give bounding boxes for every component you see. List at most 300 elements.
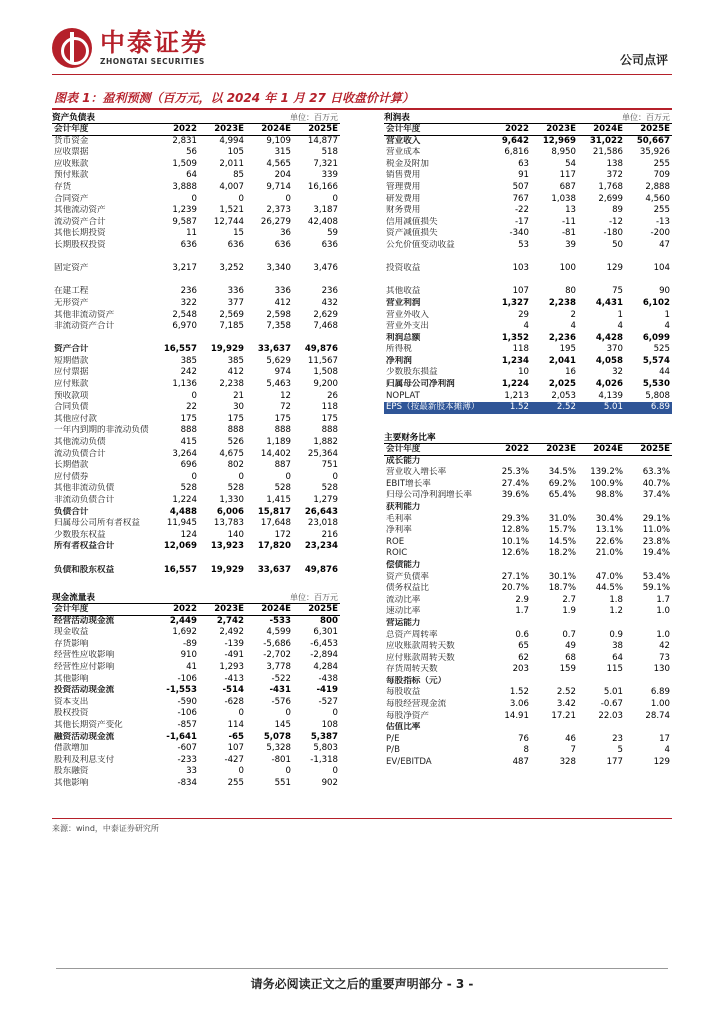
- cell-value: 6,970: [172, 321, 197, 332]
- cell-value: 255: [653, 158, 670, 169]
- cell-value: 14,402: [260, 448, 291, 459]
- row-label: 应收账款: [54, 158, 89, 169]
- row-label: 估值比率: [386, 722, 421, 733]
- row-label: 应付票据: [54, 367, 89, 378]
- column-header: 2024E: [261, 124, 291, 134]
- cell-value: 7,321: [313, 158, 338, 169]
- table-row: [384, 490, 672, 502]
- financial-ratios-table: [384, 432, 672, 769]
- figure-title: 图表 1：盈利预测（百万元，以 2024 年 1 月 27 日收盘价计算）: [52, 90, 672, 110]
- cell-value: 50,667: [636, 135, 670, 146]
- cell-value: 2,238: [219, 379, 244, 390]
- cell-value: -0.67: [600, 699, 623, 710]
- cell-value: -12: [608, 216, 623, 227]
- cell-value: -419: [316, 685, 338, 696]
- cell-value: 974: [274, 367, 291, 378]
- row-label: 其他应付款: [54, 413, 97, 424]
- cell-value: 1,293: [219, 661, 244, 672]
- row-label: 每股指标（元）: [386, 675, 447, 686]
- row-label: 投资收益: [386, 263, 421, 274]
- row-label: 获利能力: [386, 501, 421, 512]
- cell-value: 19.4%: [642, 548, 670, 559]
- cell-value: 0: [191, 390, 197, 401]
- cell-value: 2,629: [313, 309, 338, 320]
- cell-value: -139: [224, 638, 244, 649]
- cell-value: 22.03: [598, 710, 623, 721]
- cell-value: 17: [659, 733, 670, 744]
- cell-value: 3,187: [313, 205, 338, 216]
- cell-value: -2,702: [263, 650, 291, 661]
- cell-value: 0.6: [515, 629, 529, 640]
- cell-value: 4,599: [266, 627, 291, 638]
- cell-value: 328: [559, 757, 576, 768]
- cell-value: 138: [606, 158, 623, 169]
- table-row: [52, 541, 340, 553]
- cell-value: 13,923: [210, 541, 244, 552]
- cell-value: 90: [659, 286, 670, 297]
- row-label: 非流动资产合计: [54, 321, 115, 332]
- column-header-row: [52, 124, 340, 136]
- row-label: 现金收益: [54, 627, 89, 638]
- cell-value: 28.74: [645, 710, 670, 721]
- cell-value: 85: [233, 170, 244, 181]
- cell-value: -233: [177, 754, 197, 765]
- cell-value: 23.8%: [642, 536, 670, 547]
- cell-value: 1.0: [656, 629, 670, 640]
- table-row: [384, 630, 672, 642]
- cell-value: 8,950: [551, 147, 576, 158]
- spacer-row: [52, 333, 340, 345]
- cell-value: 23,018: [307, 518, 338, 529]
- row-label: 资本支出: [54, 696, 89, 707]
- cell-value: 98.8%: [595, 490, 623, 501]
- table-row: [384, 240, 672, 252]
- cell-value: 0: [238, 766, 244, 777]
- table-row: [52, 437, 340, 449]
- cell-value: 528: [227, 483, 244, 494]
- table-row: [52, 344, 340, 356]
- cell-value: 2,548: [172, 309, 197, 320]
- row-label: ROE: [386, 536, 405, 547]
- row-label: P/B: [386, 745, 400, 756]
- table-unit: 单位：百万元: [290, 113, 338, 122]
- table-row: [52, 530, 340, 542]
- cell-value: [625, 456, 672, 468]
- cell-value: 385: [227, 355, 244, 366]
- row-label: 非流动负债合计: [54, 495, 115, 505]
- cell-value: 129: [606, 263, 623, 274]
- table-row: [52, 402, 340, 414]
- cell-value: 1,882: [313, 437, 338, 448]
- cell-value: 12,744: [213, 216, 244, 227]
- row-label: 所得税: [386, 344, 412, 355]
- row-label: 营业利润: [386, 297, 421, 308]
- row-label: 信用减值损失: [386, 216, 438, 227]
- table-row: [52, 708, 340, 720]
- cell-value: 2,742: [216, 615, 244, 626]
- cell-value: 64: [186, 170, 197, 181]
- cell-value: 118: [321, 402, 338, 413]
- cell-value: 0: [238, 193, 244, 204]
- cell-value: 2,373: [266, 205, 291, 216]
- cell-value: 7: [570, 745, 576, 756]
- cell-value: 336: [274, 286, 291, 297]
- row-label: 无形资产: [54, 297, 89, 308]
- row-label: 长期借款: [54, 460, 89, 471]
- cell-value: 1,213: [504, 390, 529, 401]
- row-label: 合同资产: [54, 193, 89, 204]
- cell-value: 42,408: [307, 216, 338, 227]
- cell-value: 62: [518, 652, 529, 663]
- row-label: 其他长期投资: [54, 228, 106, 239]
- cell-value: 140: [227, 529, 244, 540]
- cell-value: 2,699: [598, 193, 623, 204]
- cell-value: 3,476: [313, 263, 338, 274]
- cell-value: 11,567: [307, 355, 338, 366]
- cell-value: 2,888: [645, 181, 670, 192]
- cell-value: 528: [180, 483, 197, 494]
- cell-value: 2,449: [169, 615, 197, 626]
- table-row: [384, 664, 672, 676]
- cell-value: [531, 676, 578, 688]
- cell-value: 1: [617, 309, 623, 320]
- cell-value: -22: [514, 205, 529, 216]
- cell-value: [578, 502, 625, 514]
- cell-value: 1,521: [219, 205, 244, 216]
- column-header: 2023E: [546, 444, 576, 454]
- cell-value: 1,327: [501, 297, 529, 308]
- table-row: [52, 425, 340, 437]
- cell-value: [625, 676, 672, 688]
- table-row: [384, 194, 672, 206]
- cell-value: 23: [612, 733, 623, 744]
- cell-value: 1,330: [219, 495, 244, 505]
- table-header: [384, 432, 672, 444]
- cell-value: 18.2%: [548, 548, 576, 559]
- row-label: 股权投资: [54, 708, 89, 719]
- row-label: 财务费用: [386, 205, 421, 216]
- row-label: 负债合计: [54, 506, 89, 517]
- cell-value: 5.01: [603, 402, 623, 413]
- row-label: 营业外收入: [386, 309, 429, 320]
- cell-value: 888: [227, 425, 244, 436]
- row-label: 成长能力: [386, 455, 421, 466]
- table-row: [384, 757, 672, 769]
- table-row: [384, 205, 672, 217]
- cell-value: 7,468: [313, 321, 338, 332]
- cell-value: 100: [559, 263, 576, 274]
- table-row: [384, 391, 672, 403]
- cell-value: -533: [269, 615, 291, 626]
- spacer-row: [52, 252, 340, 264]
- cell-value: 800: [320, 615, 338, 626]
- row-label: 经营性应付影响: [54, 661, 115, 672]
- table-row: [52, 310, 340, 322]
- cell-value: 751: [321, 460, 338, 471]
- cell-value: 1.7: [515, 606, 529, 617]
- cell-value: 34.5%: [548, 467, 576, 478]
- cell-value: 65: [518, 641, 529, 652]
- cell-value: 910: [180, 650, 197, 661]
- cell-value: 3,888: [172, 181, 197, 192]
- cell-value: 4: [617, 321, 623, 332]
- table-row: [384, 379, 672, 391]
- cell-value: 4: [523, 321, 529, 332]
- row-label: 总资产周转率: [386, 629, 438, 640]
- table-row: [52, 159, 340, 171]
- table-row: [52, 356, 340, 368]
- cell-value: 2.9: [515, 594, 529, 605]
- cell-value: 216: [321, 529, 338, 540]
- cell-value: 13,783: [213, 518, 244, 529]
- cell-value: [484, 502, 531, 514]
- cell-value: 89: [612, 205, 623, 216]
- cell-value: -65: [228, 731, 244, 742]
- cell-value: 13.1%: [595, 525, 623, 536]
- cell-value: 68: [565, 652, 576, 663]
- row-label: 销售费用: [386, 170, 421, 181]
- cell-value: 105: [227, 147, 244, 158]
- cell-value: 0: [332, 766, 338, 777]
- row-label: 预付账款: [54, 170, 89, 181]
- cell-value: 29: [518, 309, 529, 320]
- cell-value: 44.5%: [595, 583, 623, 594]
- cell-value: 1,234: [501, 355, 529, 366]
- cell-value: 16: [565, 367, 576, 378]
- cell-value: 5.01: [603, 687, 623, 698]
- table-row: [384, 344, 672, 356]
- cell-value: 528: [321, 483, 338, 494]
- cell-value: 29.3%: [501, 513, 529, 524]
- table-row: [384, 402, 672, 414]
- source-divider: [52, 818, 672, 819]
- row-label: 应收票据: [54, 147, 89, 158]
- cell-value: 636: [180, 239, 197, 250]
- spacer-row: [384, 275, 672, 287]
- row-label: 归属母公司净利润: [386, 379, 455, 390]
- logo-mark-icon: [52, 28, 92, 68]
- table-row: [384, 560, 672, 572]
- table-title: 利润表: [384, 113, 410, 123]
- cell-value: 4,058: [595, 355, 623, 366]
- table-row: [384, 502, 672, 514]
- cell-value: -628: [224, 696, 244, 707]
- cell-value: 177: [606, 757, 623, 768]
- cell-value: 0: [285, 708, 291, 719]
- table-row: [384, 711, 672, 723]
- cell-value: 103: [512, 263, 529, 274]
- cell-value: 21: [233, 390, 244, 401]
- cell-value: 49,876: [304, 564, 338, 575]
- row-label: 应付账款: [54, 379, 89, 390]
- cell-value: 145: [274, 719, 291, 730]
- cell-value: 16,557: [163, 564, 197, 575]
- cell-value: 14.91: [504, 710, 529, 721]
- cell-value: [531, 502, 578, 514]
- cell-value: 63: [518, 158, 529, 169]
- cell-value: [484, 618, 531, 630]
- cell-value: 15: [233, 228, 244, 239]
- cell-value: [531, 722, 578, 734]
- table-row: [384, 286, 672, 298]
- cell-value: 30.4%: [595, 513, 623, 524]
- row-label: 其他非流动负债: [54, 483, 115, 494]
- row-label: 流动比率: [386, 594, 421, 605]
- row-label: 一年内到期的非流动负债: [54, 425, 149, 436]
- cell-value: 33,637: [257, 564, 291, 575]
- table-row: [52, 518, 340, 530]
- cell-value: 9,714: [266, 181, 291, 192]
- cell-value: 53.4%: [642, 571, 670, 582]
- row-label: 资产负债率: [386, 571, 429, 582]
- table-row: [52, 298, 340, 310]
- cell-value: 203: [512, 664, 529, 675]
- cell-value: 687: [559, 181, 576, 192]
- table-unit: 单位：百万元: [290, 593, 338, 602]
- table-row: [384, 367, 672, 379]
- cell-value: 6,006: [216, 506, 244, 517]
- cell-value: 22: [186, 402, 197, 413]
- cell-value: 1.52: [509, 402, 529, 413]
- cell-value: 487: [512, 757, 529, 768]
- cell-value: 124: [180, 529, 197, 540]
- table-row: [384, 182, 672, 194]
- cell-value: 4,675: [219, 448, 244, 459]
- table-row: [52, 217, 340, 229]
- cell-value: 1,189: [266, 437, 291, 448]
- cell-value: 7,358: [266, 321, 291, 332]
- cell-value: 22.6%: [595, 536, 623, 547]
- cell-value: 35,926: [639, 147, 670, 158]
- cell-value: [578, 618, 625, 630]
- cell-value: 385: [180, 355, 197, 366]
- table-row: [384, 217, 672, 229]
- row-label: 应收账款周转天数: [386, 641, 455, 652]
- cell-value: [531, 560, 578, 572]
- table-row: [384, 514, 672, 526]
- cell-value: -491: [224, 650, 244, 661]
- cell-value: 59.1%: [642, 583, 670, 594]
- cell-value: 6.89: [650, 687, 670, 698]
- cell-value: 0: [238, 708, 244, 719]
- table-header: [52, 112, 340, 124]
- cell-value: 14.5%: [548, 536, 576, 547]
- table-row: [52, 286, 340, 298]
- cell-value: -834: [177, 777, 197, 788]
- table-row: [52, 182, 340, 194]
- table-row: [52, 697, 340, 709]
- table-row: [52, 379, 340, 391]
- cell-value: 1,239: [172, 205, 197, 216]
- cell-value: [484, 676, 531, 688]
- table-row: [384, 676, 672, 688]
- cell-value: 3.06: [509, 699, 529, 710]
- cell-value: -427: [224, 754, 244, 765]
- cell-value: 802: [227, 460, 244, 471]
- column-header: 2023E: [214, 604, 244, 614]
- row-label: 经营活动现金流: [54, 615, 115, 626]
- row-label: 归属母公司所有者权益: [54, 518, 140, 529]
- cell-value: 26,643: [304, 506, 338, 517]
- row-label: 货币资金: [54, 135, 89, 146]
- row-label: 营业收入: [386, 135, 421, 146]
- cell-value: 26,279: [260, 216, 291, 227]
- cell-value: 0: [285, 471, 291, 482]
- cell-value: 4: [570, 321, 576, 332]
- cell-value: 0: [191, 193, 197, 204]
- cell-value: -1,553: [166, 685, 197, 696]
- cell-value: 91: [518, 170, 529, 181]
- cell-value: -431: [269, 685, 291, 696]
- row-label: 经营性应收影响: [54, 650, 115, 661]
- table-header: [52, 592, 340, 604]
- cell-value: 1.7: [656, 594, 670, 605]
- row-label: 存货: [54, 181, 72, 192]
- cell-value: 255: [227, 777, 244, 788]
- cell-value: 13: [565, 205, 576, 216]
- cell-value: 204: [274, 170, 291, 181]
- row-label: 应付账款周转天数: [386, 652, 455, 663]
- cell-value: 1,279: [313, 495, 338, 505]
- cell-value: 30: [233, 402, 244, 413]
- cell-value: 16,166: [307, 181, 338, 192]
- cell-value: 1.2: [609, 606, 623, 617]
- table-row: [384, 356, 672, 368]
- cell-value: 0: [285, 766, 291, 777]
- cell-value: 3,778: [266, 661, 291, 672]
- cell-value: 47.0%: [595, 571, 623, 582]
- cell-value: 17,820: [257, 541, 291, 552]
- row-label: 存货影响: [54, 638, 89, 649]
- cell-value: 0: [332, 471, 338, 482]
- table-row: [384, 618, 672, 630]
- cell-value: -106: [177, 708, 197, 719]
- cell-value: 107: [512, 286, 529, 297]
- cell-value: 73: [659, 652, 670, 663]
- table-row: [384, 170, 672, 182]
- cell-value: 4,431: [595, 297, 623, 308]
- row-label: 固定资产: [54, 263, 89, 274]
- table-row: [52, 495, 340, 507]
- column-header: 会计年度: [54, 604, 89, 614]
- cell-value: 16,557: [163, 344, 197, 355]
- cell-value: -13: [655, 216, 670, 227]
- table-row: [384, 321, 672, 333]
- row-label: 融资活动现金流: [54, 731, 115, 742]
- row-label: 每股收益: [386, 687, 421, 698]
- table-row: [52, 662, 340, 674]
- row-label: NOPLAT: [386, 390, 420, 401]
- cell-value: 412: [227, 367, 244, 378]
- cell-value: 5,530: [642, 379, 670, 390]
- cell-value: 8: [523, 745, 529, 756]
- table-row: [52, 170, 340, 182]
- column-header: 2022: [173, 124, 197, 134]
- cell-value: 1,224: [172, 495, 197, 505]
- table-row: [384, 606, 672, 618]
- cell-value: 139.2%: [590, 467, 623, 478]
- cell-value: [484, 560, 531, 572]
- cell-value: 172: [274, 529, 291, 540]
- cell-value: 9,642: [501, 135, 529, 146]
- row-label: 其他影响: [54, 777, 89, 788]
- cell-value: 2,598: [266, 309, 291, 320]
- cell-value: 2.52: [556, 687, 576, 698]
- table-row: [52, 616, 340, 628]
- table-row: [384, 641, 672, 653]
- column-header-row: [384, 444, 672, 456]
- row-label: 管理费用: [386, 181, 421, 192]
